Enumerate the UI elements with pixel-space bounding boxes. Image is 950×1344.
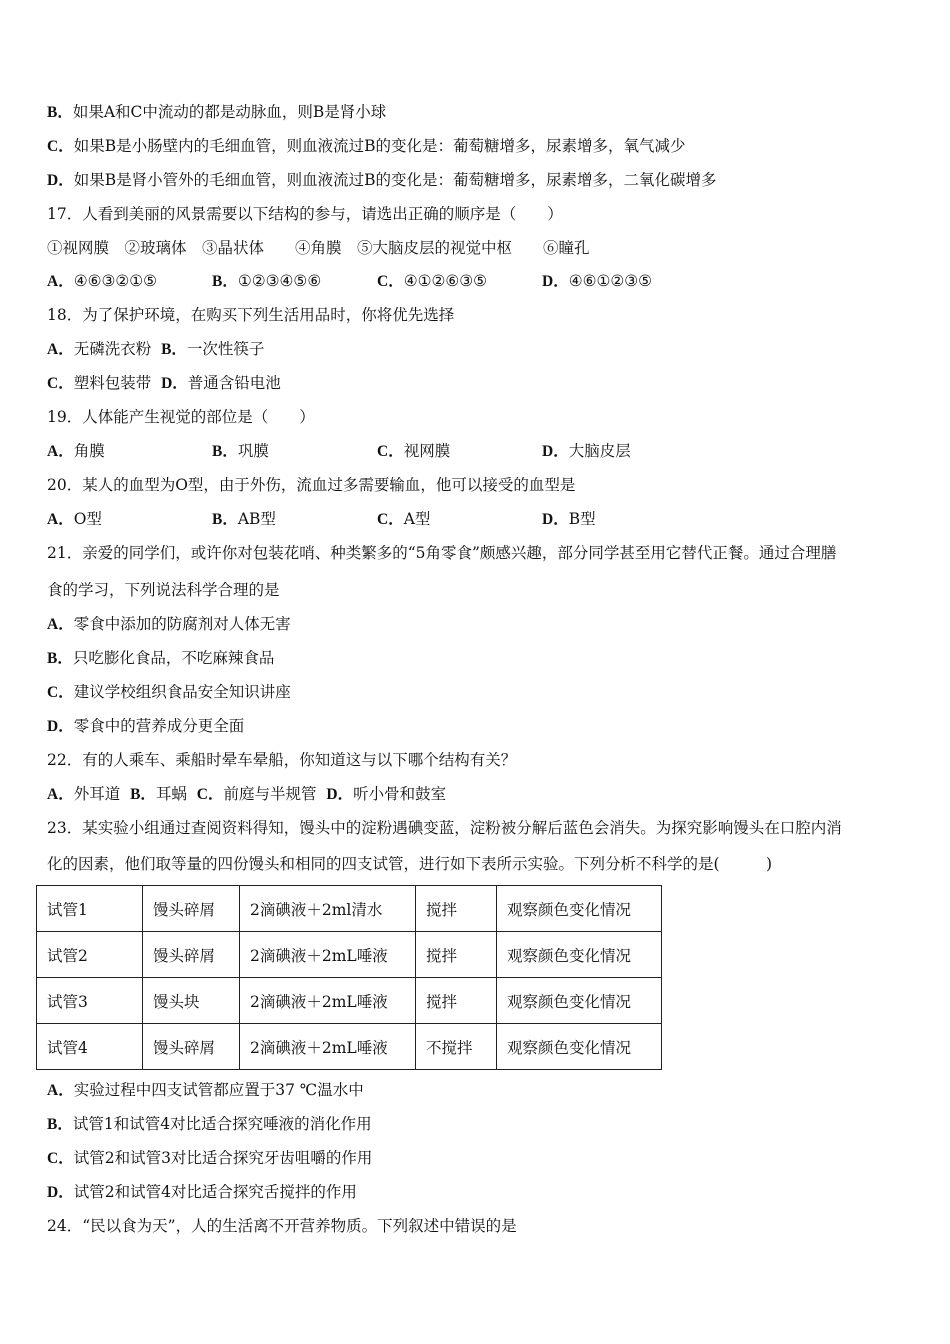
- table-cell: 试管2: [37, 932, 143, 978]
- q19-options: [47, 441, 702, 462]
- q17-option-b: B．①②③④⑤⑥: [212, 272, 322, 290]
- table-cell: 2滴碘液＋2mL唾液: [240, 1024, 416, 1070]
- table-row: [37, 886, 662, 932]
- q19-option-b: B．巩膜: [212, 442, 269, 460]
- q23-option-a: A．实验过程中四支试管都应置于37 ℃温水中: [47, 1081, 364, 1099]
- q18-stem: 18．为了保护环境，在购买下列生活用品时，你将优先选择: [47, 306, 455, 324]
- q16-option-b: B．如果A和C中流动的都是动脉血，则B是肾小球: [47, 103, 387, 121]
- table-cell: 搅拌: [416, 978, 497, 1024]
- q23-stem-line2: 化的因素，他们取等量的四份馒头和相同的四支试管，进行如下表所示实验。下列分析不科学的是( ): [47, 855, 773, 873]
- q21-option-b: B．只吃膨化食品，不吃麻辣食品: [47, 649, 275, 667]
- q20-option-c: C．A型: [377, 510, 431, 528]
- q21-stem-line1: 21．亲爱的同学们，或许你对包装花哨、种类繁多的“5角零食”颇感兴趣，部分同学甚至用它替代正餐。通过合理膳: [47, 544, 837, 562]
- q17-option-d: D．④⑥①②③⑤: [542, 272, 653, 290]
- q24-stem: 24．“民以食为天”，人的生活离不开营养物质。下列叙述中错误的是: [47, 1217, 517, 1235]
- q18-options-row1: A．无磷洗衣粉 B．一次性筷子: [47, 340, 265, 358]
- q19-option-d: D．大脑皮层: [542, 442, 631, 460]
- q23-option-c: C．试管2和试管3对比适合探究牙齿咀嚼的作用: [47, 1149, 373, 1167]
- q21-stem-line2: 食的学习，下列说法科学合理的是: [47, 581, 280, 599]
- q18-options-row2: C．塑料包装带 D．普通含铅电池: [47, 374, 281, 392]
- table-cell: 观察颜色变化情况: [497, 932, 662, 978]
- table-cell: 不搅拌: [416, 1024, 497, 1070]
- q21-option-a: A．零食中添加的防腐剂对人体无害: [47, 615, 291, 633]
- q19-option-a: A．角膜: [47, 442, 105, 460]
- table-cell: 2滴碘液＋2mL唾液: [240, 978, 416, 1024]
- table-cell: 试管1: [37, 886, 143, 932]
- table-cell: 2滴碘液＋2mL唾液: [240, 932, 416, 978]
- q20-options: [47, 509, 702, 530]
- q23-option-d: D．试管2和试管4对比适合探究舌搅拌的作用: [47, 1183, 357, 1201]
- q23-option-b: B．试管1和试管4对比适合探究唾液的消化作用: [47, 1115, 372, 1133]
- q23-experiment-table: [36, 885, 662, 1070]
- table-cell: 馒头碎屑: [143, 932, 240, 978]
- q17-option-c: C．④①②⑥③⑤: [377, 272, 488, 290]
- table-cell: 2滴碘液＋2ml清水: [240, 886, 416, 932]
- table-cell: 搅拌: [416, 886, 497, 932]
- q20-option-d: D．B型: [542, 510, 596, 528]
- table-cell: 观察颜色变化情况: [497, 886, 662, 932]
- q21-option-d: D．零食中的营养成分更全面: [47, 717, 245, 735]
- table-row: [37, 932, 662, 978]
- q21-option-c: C．建议学校组织食品安全知识讲座: [47, 683, 291, 701]
- table-cell: 馒头碎屑: [143, 886, 240, 932]
- q16-option-c: C．如果B是小肠壁内的毛细血管，则血液流过B的变化是：葡萄糖增多，尿素增多，氧气减少: [47, 137, 686, 155]
- table-cell: 观察颜色变化情况: [497, 1024, 662, 1070]
- q23-stem-line1: 23．某实验小组通过查阅资料得知，馒头中的淀粉遇碘变蓝，淀粉被分解后蓝色会消失。为探究影响馒头在口腔内消: [47, 819, 842, 837]
- q17-stem: 17．人看到美丽的风景需要以下结构的参与，请选出正确的顺序是（ ）: [47, 205, 563, 223]
- table-row: [37, 1024, 662, 1070]
- table-cell: 试管4: [37, 1024, 143, 1070]
- q20-option-a: A．O型: [47, 510, 102, 528]
- q17-options: [47, 271, 702, 292]
- q20-stem: 20．某人的血型为O型，由于外伤，流血过多需要输血，他可以接受的血型是: [47, 476, 576, 494]
- table-cell: 馒头碎屑: [143, 1024, 240, 1070]
- q17-option-a: A．④⑥③②①⑤: [47, 272, 158, 290]
- table-cell: 馒头块: [143, 978, 240, 1024]
- q19-stem: 19．人体能产生视觉的部位是（ ）: [47, 408, 315, 426]
- q22-options: A．外耳道 B．耳蜗 C．前庭与半规管 D．听小骨和鼓室: [47, 785, 447, 803]
- q22-stem: 22．有的人乘车、乘船时晕车晕船，你知道这与以下哪个结构有关？: [47, 751, 517, 769]
- q19-option-c: C．视网膜: [377, 442, 451, 460]
- table-cell: 搅拌: [416, 932, 497, 978]
- q16-option-d: D．如果B是肾小管外的毛细血管，则血液流过B的变化是：葡萄糖增多，尿素增多，二氧化碳增多: [47, 171, 717, 189]
- q20-option-b: B．AB型: [212, 510, 276, 528]
- table-cell: 观察颜色变化情况: [497, 978, 662, 1024]
- table-row: [37, 978, 662, 1024]
- table-cell: 试管3: [37, 978, 143, 1024]
- q17-items: ①视网膜 ②玻璃体 ③晶状体 ④角膜 ⑤大脑皮层的视觉中枢 ⑥瞳孔: [47, 239, 590, 257]
